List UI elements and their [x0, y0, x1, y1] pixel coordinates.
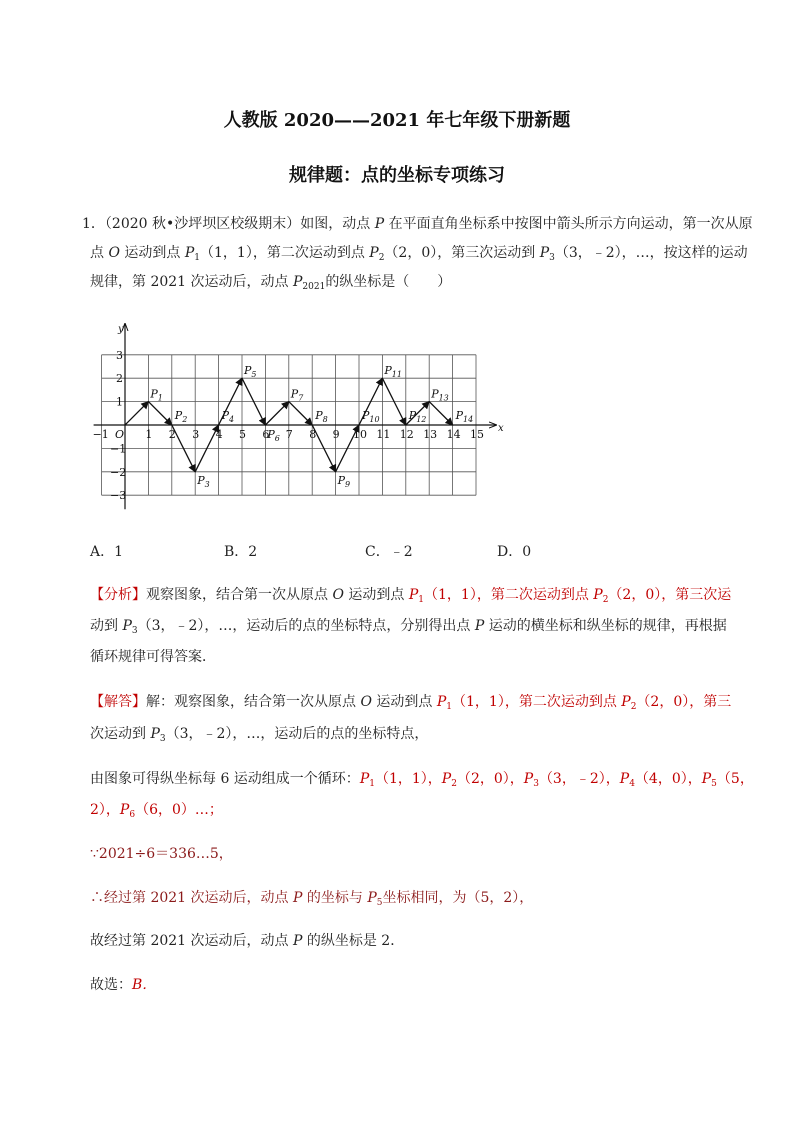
- point-label: $P_6$: [267, 428, 280, 443]
- x-tick-label: 4: [215, 428, 223, 441]
- question-line-3: 规律，第 2021 次运动后，动点 $P_{2021}$的纵坐标是（ ）: [90, 274, 452, 292]
- coordinate-graph: [90, 318, 520, 518]
- x-tick-label: 1: [145, 428, 153, 441]
- y-axis-label: y: [118, 324, 124, 335]
- answer-line-5: ∵2021÷6＝336…5，: [90, 846, 233, 862]
- x-axis-label: x: [498, 423, 504, 434]
- y-tick-label: 1: [116, 395, 123, 409]
- answer-line-2: 次运动到 $P_3(3$，﹣2），…，运动后的点的坐标特点，: [90, 726, 429, 744]
- x-tick-label: 11: [376, 428, 391, 441]
- x-tick-label: −1: [92, 428, 109, 441]
- point-label: $P_3$: [197, 473, 210, 489]
- point-label: $P_{14}$: [455, 409, 474, 424]
- option-b[interactable]: B．2: [224, 544, 258, 560]
- y-tick-label: 2: [116, 372, 123, 386]
- analysis-line-3: 循环规律可得答案．: [90, 649, 216, 665]
- analysis-line-2: 动到 $P_3(3$，﹣2），…，运动后的点的坐标特点，分别得出点 P 运动的横坐标和纵坐标的规律，再根据: [90, 618, 727, 636]
- point-label: $P_{13}$: [431, 387, 449, 403]
- point-label: $P_{11}$: [384, 364, 402, 380]
- motion-arrow: [265, 402, 288, 425]
- question-line-2: 点 O 运动到点 $P_1(1$，1），第二次运动到点 $P_2(2$，0），第三次运动到 $P_3(3$，﹣2），…，按这样的运动: [90, 245, 748, 263]
- point-label: $P_8$: [315, 409, 328, 424]
- point-label: $P_4$: [221, 409, 235, 424]
- answer-line-8: 故选：B．: [90, 977, 157, 993]
- x-tick-label: 2: [168, 428, 176, 441]
- x-tick-label: 8: [309, 428, 317, 441]
- y-tick-label: −1: [110, 442, 127, 456]
- x-tick-label: 15: [470, 428, 484, 441]
- title-line-2: 规律题：点的坐标专项练习: [289, 165, 505, 186]
- x-tick-label: 13: [423, 428, 438, 441]
- question-line-1: 1．（2020 秋•沙坪坝区校级期末）如图，动点 P 在平面直角坐标系中按图中箭头所示方向运动，第一次从原: [82, 216, 753, 232]
- answer-line-6: ∴经过第 2021 次运动后，动点 P 的坐标与 $P_5$坐标相同，为（5，2），: [90, 890, 534, 908]
- y-tick-label: 3: [116, 348, 123, 362]
- option-c[interactable]: C．﹣2: [365, 544, 413, 560]
- point-label: $P_{12}$: [408, 409, 427, 424]
- point-label: $P_1$: [150, 387, 163, 403]
- motion-arrow: [429, 402, 452, 425]
- analysis-line-1: 【分析】观察图象，结合第一次从原点 O 运动到点 $P_1(1$，1），第二次运动到点 $P_2(2$，0），第三次运: [90, 587, 732, 605]
- motion-arrow: [289, 402, 312, 425]
- y-tick-label: −2: [110, 465, 127, 479]
- origin-label: O: [115, 428, 125, 441]
- graph-labels: [93, 324, 504, 502]
- option-a[interactable]: A．1: [90, 544, 124, 560]
- y-tick-label: −3: [110, 489, 127, 503]
- option-d[interactable]: D．0: [497, 544, 532, 560]
- point-label: $P_9$: [337, 473, 351, 489]
- x-tick-label: 7: [285, 428, 293, 441]
- motion-arrow: [148, 402, 171, 425]
- title-line-1: 人教版 2020——2021 年七年级下册新题: [223, 110, 571, 131]
- axes: [94, 324, 496, 509]
- x-tick-label: 14: [446, 428, 461, 441]
- x-tick-label: 3: [192, 428, 200, 441]
- x-tick-label: 9: [332, 428, 340, 441]
- point-label: $P_5$: [244, 364, 257, 380]
- point-label: $P_7$: [290, 387, 304, 403]
- point-label: $P_{10}$: [362, 409, 380, 424]
- x-tick-label: 6: [262, 428, 270, 441]
- answer-line-1: 【解答】解：观察图象，结合第一次从原点 O 运动到点 $P_1(1$，1），第二次运动到点 $P_2(2$，0），第三: [90, 694, 732, 712]
- x-tick-label: 5: [239, 428, 246, 441]
- point-label: $P_2$: [174, 409, 188, 424]
- answer-line-4: 2），$P_6(6$，0）…；: [90, 802, 223, 820]
- answer-line-3: 由图象可得纵坐标每 6 运动组成一个循环：$P_1(1$，1），$P_2(2$，0），$P_3(3$，﹣2），$P_4(4$，0），$P_5(5$，: [90, 771, 754, 789]
- answer-line-7: 故经过第 2021 次运动后，动点 P 的纵坐标是 2．: [90, 933, 405, 949]
- x-tick-label: 12: [399, 428, 414, 441]
- x-tick-label: 10: [353, 428, 367, 441]
- motion-arrow: [125, 402, 148, 425]
